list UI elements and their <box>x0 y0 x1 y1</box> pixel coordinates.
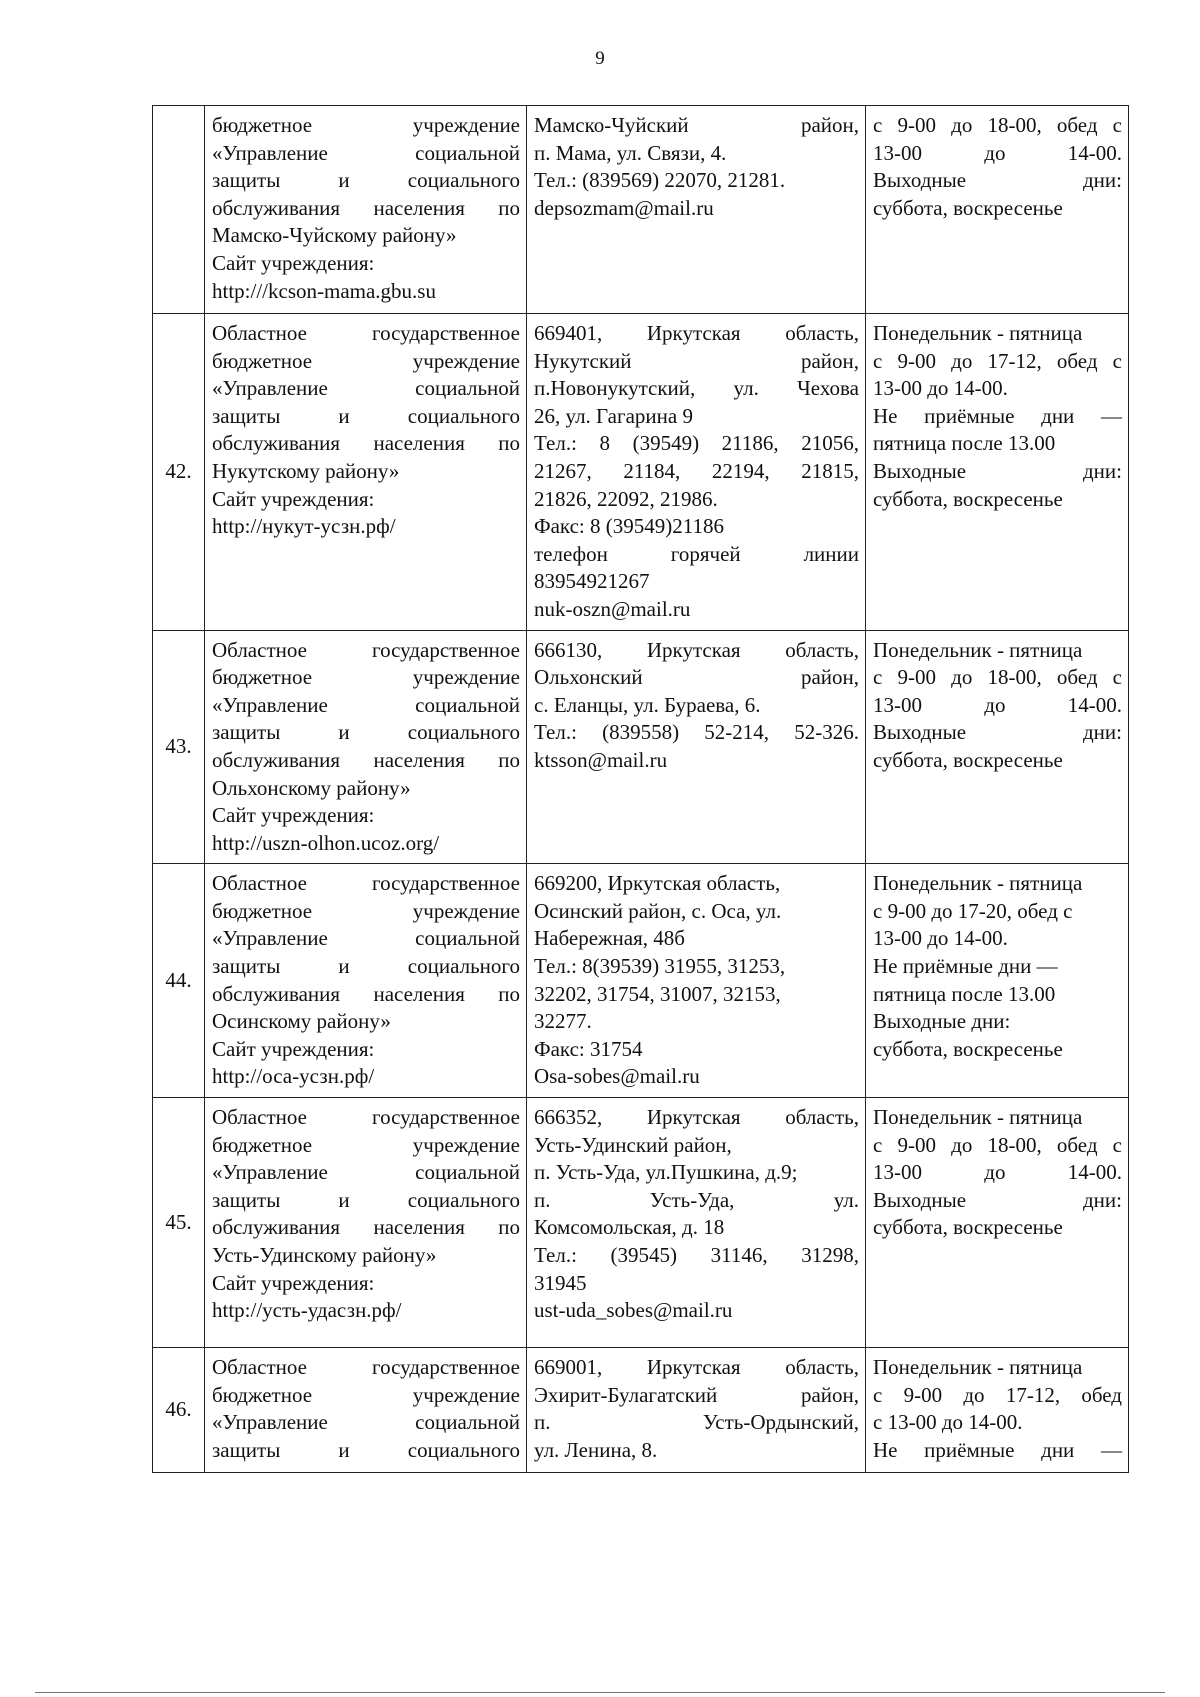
address-line: Ольхонский район, <box>534 665 859 690</box>
institution-line: http:///kcson-mama.gbu.su <box>212 278 436 303</box>
address-cell <box>527 1098 866 1348</box>
institution-line: Мамско-Чуйскому району» <box>212 223 457 248</box>
institution-line: http://усть-удасзн.рф/ <box>212 1298 402 1323</box>
address-line: 31945 <box>534 1270 587 1295</box>
hours-line: 13-00 до 14-00. <box>873 140 1122 165</box>
hours-line: Не приёмные дни — <box>873 403 1122 428</box>
table-row <box>153 1098 1129 1348</box>
address-line: Факс: 31754 <box>534 1036 643 1061</box>
address-line: Усть-Удинский район, <box>534 1132 732 1157</box>
hours-line: с 9-00 до 17-12, обед с <box>873 348 1122 373</box>
hours-line: с 9-00 до 18-00, обед с <box>873 665 1122 690</box>
hours-line: Понедельник - пятница <box>873 637 1083 662</box>
hours-line: с 9-00 до 17-20, обед с <box>873 898 1073 923</box>
hours-line: с 13-00 до 14-00. <box>873 1410 1023 1435</box>
address-line: п. Усть-Уда, ул. <box>534 1187 859 1212</box>
institution-line: Областное государственное <box>212 637 520 662</box>
institution-line: бюджетное учреждение <box>212 665 520 690</box>
address-line: ust-uda_sobes@mail.ru <box>534 1298 733 1323</box>
institution-line: бюджетное учреждение <box>212 348 520 373</box>
address-line: 21826, 22092, 21986. <box>534 486 718 511</box>
hours-line: Понедельник - пятница <box>873 1105 1083 1130</box>
address-line: 21267, 21184, 22194, 21815, <box>534 458 859 483</box>
address-line: п. Усть-Уда, ул.Пушкина, д.9; <box>534 1160 798 1185</box>
hours-line: 13-00 до 14-00. <box>873 376 1008 401</box>
address-line: Мамско-Чуйский район, <box>534 113 859 137</box>
page-number: 9 <box>595 48 605 69</box>
institution-line: защиты и социального <box>212 168 520 193</box>
institution-line: обслуживания населения по <box>212 1215 520 1240</box>
institution-line: http://нукут-усзн.рф/ <box>212 514 396 539</box>
row-number: 44. <box>153 864 205 1098</box>
institution-line: «Управление социальной <box>212 926 520 951</box>
institution-line: Областное государственное <box>212 321 520 345</box>
address-line: Тел.: 8(39539) 31955, 31253, <box>534 954 786 979</box>
institution-line: защиты и социального <box>212 403 520 428</box>
institution-line: Сайт учреждения: <box>212 1036 375 1061</box>
institutions-table <box>152 105 1129 1473</box>
institution-line: «Управление социальной <box>212 692 520 717</box>
table-row <box>153 1348 1129 1473</box>
hours-cell <box>866 864 1129 1098</box>
address-line: Тел.: (39545) 31146, 31298, <box>534 1243 859 1267</box>
hours-line: суббота, воскресенье <box>873 1215 1063 1240</box>
hours-line: Понедельник - пятница <box>873 1355 1083 1380</box>
address-line: 26, ул. Гагарина 9 <box>534 403 693 428</box>
institution-line: обслуживания населения по <box>212 431 520 456</box>
page-bottom-rule <box>35 1692 1165 1693</box>
institution-name-cell <box>205 1348 527 1473</box>
institution-name-cell <box>205 864 527 1098</box>
hours-line: Не приёмные дни — <box>873 1437 1122 1462</box>
institution-line: Областное государственное <box>212 1355 520 1380</box>
table-row <box>153 314 1129 631</box>
institution-line: http://uszn-olhon.ucoz.org/ <box>212 830 440 855</box>
address-cell <box>527 106 866 314</box>
address-line: nuk-oszn@mail.ru <box>534 596 691 621</box>
address-line: 666352, Иркутская область, <box>534 1105 859 1130</box>
address-line: Комсомольская, д. 18 <box>534 1215 725 1240</box>
hours-line: суббота, воскресенье <box>873 1036 1063 1061</box>
institution-line: Сайт учреждения: <box>212 486 375 511</box>
address-line: 32202, 31754, 31007, 32153, <box>534 981 781 1006</box>
address-line: телефон горячей линии <box>534 541 859 566</box>
hours-line: 13-00 до 14-00. <box>873 1160 1122 1185</box>
address-line: с. Еланцы, ул. Бураева, 6. <box>534 692 761 717</box>
hours-line: с 9-00 до 18-00, обед с <box>873 113 1122 137</box>
hours-line: Не приёмные дни — <box>873 954 1058 979</box>
hours-line: Понедельник - пятница <box>873 321 1083 345</box>
address-line: Нукутский район, <box>534 348 859 373</box>
hours-cell <box>866 106 1129 314</box>
hours-line: с 9-00 до 18-00, обед с <box>873 1132 1122 1157</box>
institution-line: Ольхонскому району» <box>212 775 411 800</box>
hours-line: суббота, воскресенье <box>873 195 1063 220</box>
address-line: depsozmam@mail.ru <box>534 195 714 220</box>
address-line: Осинский район, с. Оса, ул. <box>534 898 782 923</box>
address-line: 666130, Иркутская область, <box>534 637 859 662</box>
institutions-table-body <box>153 106 1129 1473</box>
institution-line: Сайт учреждения: <box>212 250 375 275</box>
hours-line: 13-00 до 14-00. <box>873 926 1008 951</box>
institution-line: Сайт учреждения: <box>212 803 375 828</box>
hours-line: с 9-00 до 17-12, обед <box>873 1382 1122 1407</box>
row-number <box>153 106 205 314</box>
institution-line: «Управление социальной <box>212 1160 520 1185</box>
row-number: 42. <box>153 314 205 631</box>
address-line: п. Мама, ул. Связи, 4. <box>534 140 727 165</box>
institution-line: обслуживания населения по <box>212 747 520 772</box>
hours-line: Выходные дни: <box>873 168 1122 193</box>
hours-line: Выходные дни: <box>873 1009 1011 1034</box>
row-number: 46. <box>153 1348 205 1473</box>
hours-cell <box>866 1348 1129 1473</box>
institution-line: Осинскому району» <box>212 1009 391 1034</box>
institution-line: обслуживания населения по <box>212 195 520 220</box>
address-line: Тел.: 8 (39549) 21186, 21056, <box>534 431 859 456</box>
hours-line: Выходные дни: <box>873 720 1122 745</box>
address-line: Факс: 8 (39549)21186 <box>534 514 724 539</box>
address-line: ktsson@mail.ru <box>534 747 668 772</box>
institution-line: «Управление социальной <box>212 140 520 165</box>
address-line: 83954921267 <box>534 569 650 594</box>
institution-line: бюджетное учреждение <box>212 898 520 923</box>
address-line: Эхирит-Булагатский район, <box>534 1382 859 1407</box>
address-line: п.Новонукутский, ул. Чехова <box>534 376 859 401</box>
address-cell <box>527 864 866 1098</box>
table-row <box>153 106 1129 314</box>
institution-name-cell <box>205 314 527 631</box>
hours-line: Понедельник - пятница <box>873 871 1083 896</box>
hours-line: пятница после 13.00 <box>873 431 1056 456</box>
address-line: Тел.: (839569) 22070, 21281. <box>534 168 786 193</box>
institution-line: Областное государственное <box>212 871 520 896</box>
institution-line: защиты и социального <box>212 1187 520 1212</box>
hours-line: 13-00 до 14-00. <box>873 692 1122 717</box>
institution-line: бюджетное учреждение <box>212 1132 520 1157</box>
institution-line: обслуживания населения по <box>212 981 520 1006</box>
institution-line: защиты и социального <box>212 954 520 979</box>
address-line: Тел.: (839558) 52-214, 52-326. <box>534 720 859 745</box>
institution-line: Усть-Удинскому району» <box>212 1243 437 1267</box>
institution-line: бюджетное учреждение <box>212 1382 520 1407</box>
hours-cell <box>866 1098 1129 1348</box>
institution-name-cell <box>205 106 527 314</box>
address-cell <box>527 314 866 631</box>
institution-line: бюджетное учреждение <box>212 113 520 137</box>
institution-line: Нукутскому району» <box>212 458 400 483</box>
institution-line: «Управление социальной <box>212 376 520 401</box>
table-row <box>153 864 1129 1098</box>
address-line: п. Усть-Ордынский, <box>534 1410 859 1435</box>
institution-line: защиты и социального <box>212 720 520 745</box>
table-row <box>153 630 1129 864</box>
institution-line: «Управление социальной <box>212 1410 520 1435</box>
address-cell <box>527 1348 866 1473</box>
hours-cell <box>866 314 1129 631</box>
hours-line: Выходные дни: <box>873 458 1122 483</box>
address-line: 669200, Иркутская область, <box>534 871 781 896</box>
institution-name-cell <box>205 630 527 864</box>
address-line: Набережная, 48б <box>534 926 685 951</box>
hours-line: суббота, воскресенье <box>873 747 1063 772</box>
address-cell <box>527 630 866 864</box>
address-line: 669401, Иркутская область, <box>534 321 859 345</box>
hours-line: пятница после 13.00 <box>873 981 1056 1006</box>
address-line: 32277. <box>534 1009 592 1034</box>
hours-line: Выходные дни: <box>873 1187 1122 1212</box>
institution-name-cell <box>205 1098 527 1348</box>
row-number: 43. <box>153 630 205 864</box>
institution-line: защиты и социального <box>212 1437 520 1462</box>
institution-line: Областное государственное <box>212 1105 520 1130</box>
hours-line: суббота, воскресенье <box>873 486 1063 511</box>
address-line: Osa-sobes@mail.ru <box>534 1064 700 1089</box>
institution-line: Сайт учреждения: <box>212 1270 375 1295</box>
address-line: ул. Ленина, 8. <box>534 1437 658 1462</box>
address-line: 669001, Иркутская область, <box>534 1355 859 1380</box>
row-number: 45. <box>153 1098 205 1348</box>
hours-cell <box>866 630 1129 864</box>
institution-line: http://оса-усзн.рф/ <box>212 1064 375 1089</box>
